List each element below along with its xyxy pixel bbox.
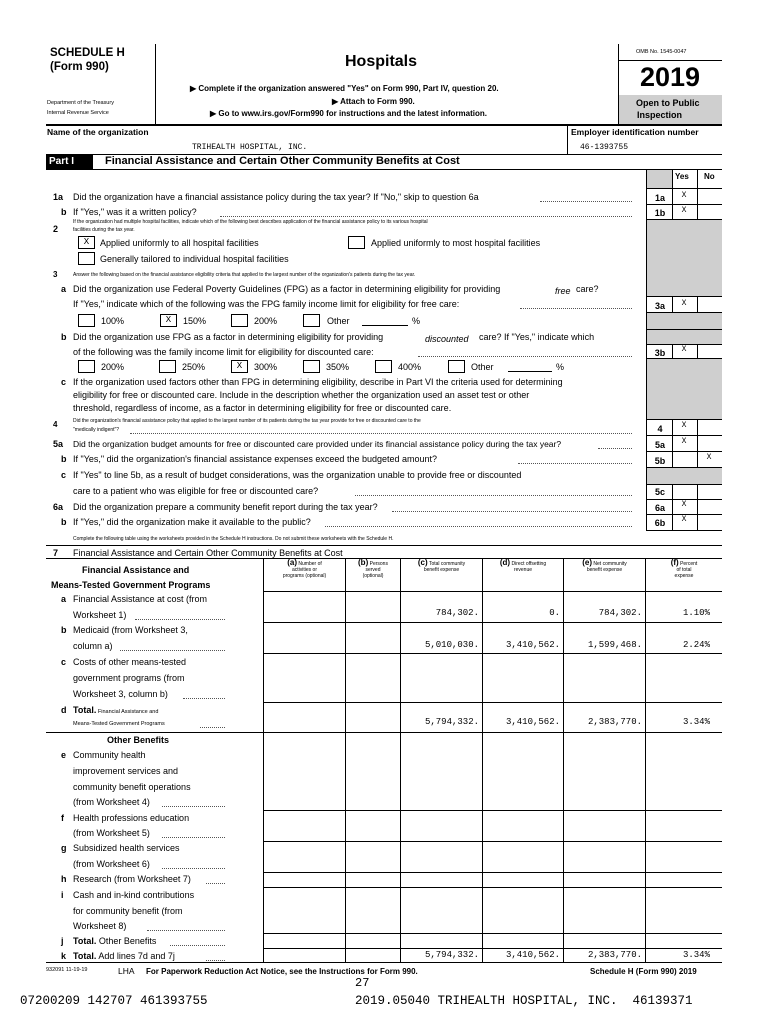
row-letter: j — [61, 936, 64, 946]
total-word: Total. — [73, 705, 97, 715]
form-title: Hospitals — [345, 53, 418, 70]
row-letter: a — [61, 594, 67, 604]
row-label-3: Worksheet 8) — [73, 921, 127, 931]
option-100: 100% — [101, 316, 125, 326]
row-label: Financial Assistance at cost (from — [73, 594, 208, 604]
question-6b: If "Yes," did the organization make it available to the public? — [73, 517, 311, 527]
checkbox-fpg-200[interactable] — [231, 314, 248, 327]
ein-label: Employer identification number — [571, 127, 699, 137]
col-d-header-2: revenue — [513, 567, 533, 573]
instruction-1: ▶ Complete if the organization answered "Yes" on Form 990, Part IV, question 20. — [190, 84, 499, 93]
form-number: (Form 990) — [50, 61, 109, 73]
answer-5a-yes: X — [681, 437, 687, 446]
line-number: 5a — [53, 439, 64, 449]
row-label: Other Benefits — [96, 936, 157, 946]
cell-e: 784,302. — [598, 608, 642, 618]
question-2-b: facilities during the tax year. — [73, 227, 135, 233]
option-tailored: Generally tailored to individual hospital facilities — [100, 254, 289, 264]
cell-c: 784,302. — [435, 608, 479, 618]
row-label-3: community benefit operations — [73, 782, 191, 792]
schedule-name: SCHEDULE H — [50, 47, 125, 59]
row-label: Health professions education — [73, 813, 190, 823]
tax-year: 2019 — [640, 62, 701, 92]
answer-3b-yes: X — [681, 345, 687, 354]
org-name-label: Name of the organization — [47, 127, 149, 137]
cell-c: 5,794,332. — [424, 717, 479, 727]
row-label: Cash and in-kind contributions — [73, 890, 195, 900]
line-label: 3b — [654, 348, 666, 358]
question-1b: If "Yes," was it a written policy? — [73, 207, 197, 217]
col-b-header-3: (optional) — [362, 573, 384, 579]
col-d-header: Direct offsetting — [510, 561, 547, 567]
line-number: b — [61, 454, 67, 464]
footer-right-id: 2019.05040 TRIHEALTH HOSPITAL, INC. 46139371 — [355, 994, 693, 1008]
row-label-2: government programs (from — [73, 673, 185, 683]
line-label: 5a — [654, 440, 665, 450]
question-2-a: If the organization had multiple hospital facilities, indicate which of the following best describes application of the financial assistance policy to its various hospital — [73, 219, 428, 225]
row-letter: d — [61, 705, 67, 715]
cell-e: 2,383,770. — [587, 950, 642, 960]
question-4-b: "medically indigent"? — [73, 427, 120, 433]
col-a-header: Number of — [297, 561, 322, 567]
line-number: c — [61, 377, 67, 387]
question-5b: If "Yes," did the organization's financial assistance expenses exceed the budgeted amount? — [73, 454, 438, 464]
part-label: Part I — [46, 155, 93, 169]
question-3: Answer the following based on the financial assistance eligibility criteria that applied to the largest number of the organization's patients during the tax year. — [73, 272, 416, 278]
col-d-letter: (d) — [499, 558, 511, 567]
option-250: 250% — [182, 362, 206, 372]
answer-1b-yes: X — [681, 206, 687, 215]
line-number: a — [61, 284, 67, 294]
cell-d: 3,410,562. — [505, 950, 560, 960]
question-5c-1: If "Yes" to line 5b, as a result of budget considerations, was the organization unable to provide free or discounted — [73, 470, 522, 480]
line-number: 2 — [53, 224, 59, 234]
cell-c: 5,794,332. — [424, 950, 479, 960]
option-350: 350% — [326, 362, 350, 372]
checkbox-fpg-100[interactable] — [78, 314, 95, 327]
row-label-2: improvement services and — [73, 766, 179, 776]
option-200: 200% — [254, 316, 278, 326]
row-letter: b — [61, 625, 67, 635]
paperwork-notice: For Paperwork Reduction Act Notice, see the Instructions for Form 990. — [146, 967, 418, 976]
schedule-footer: Schedule H (Form 990) 2019 — [590, 967, 697, 976]
answer-4-yes: X — [681, 421, 687, 430]
line-number: 1a — [53, 192, 64, 202]
row-label-3: Worksheet 3, column b) — [73, 689, 168, 699]
row-label-2: column a) — [73, 641, 113, 651]
table-header-1: Financial Assistance and — [82, 565, 190, 575]
checkbox-fpg-150[interactable]: X — [160, 314, 177, 327]
line-number: 6a — [53, 502, 64, 512]
row-label: Financial Assistance and — [96, 709, 159, 715]
page-number: 27 — [355, 976, 370, 990]
instruction-2: ▶ Attach to Form 990. — [332, 97, 415, 106]
cell-c: 5,010,030. — [424, 640, 479, 650]
checkbox-disc-400[interactable] — [375, 360, 392, 373]
row-letter: e — [61, 750, 67, 760]
percent-sign: % — [556, 362, 565, 372]
answer-1a-yes: X — [681, 191, 687, 200]
instruction-3: ▶ Go to www.irs.gov/Form990 for instructions and the latest information. — [210, 109, 487, 118]
option-300: 300% — [254, 362, 278, 372]
line-label: 5c — [654, 487, 665, 497]
answer-6a-yes: X — [681, 500, 687, 509]
form-code: 932091 11-19-19 — [46, 967, 88, 973]
question-3b-1b: care? If "Yes," indicate which — [479, 332, 595, 342]
ein-value: 46-1393755 — [580, 143, 629, 152]
footer-left-id: 07200209 142707 461393755 — [20, 994, 208, 1008]
col-b-letter: (b) — [358, 558, 369, 567]
total-word: Total. — [73, 936, 97, 946]
cell-d: 0. — [549, 608, 560, 618]
table-header-2: Means-Tested Government Programs — [51, 580, 211, 590]
option-uniform-all: Applied uniformly to all hospital facilities — [100, 238, 259, 248]
line-number: b — [61, 207, 67, 217]
cell-e: 2,383,770. — [587, 717, 642, 727]
question-3b-1: Did the organization use FPG as a factor in determining eligibility for providing — [73, 332, 384, 342]
col-e-header: Net community — [592, 561, 627, 567]
col-a-header-2: activities or — [291, 567, 317, 573]
worksheet-note: Complete the following table using the worksheets provided in the Schedule H instructions. Do not submit these worksheets with the Schedule H. — [73, 536, 394, 542]
line-number: c — [61, 470, 67, 480]
inspection: Inspection — [637, 110, 683, 120]
col-f-header-2: of total — [676, 567, 692, 573]
row-label: Research (from Worksheet 7) — [73, 874, 191, 884]
line-label: 3a — [654, 301, 665, 311]
option-uniform-most: Applied uniformly to most hospital facilities — [371, 238, 541, 248]
checkbox-fpg-other[interactable] — [303, 314, 320, 327]
row-label: Community health — [73, 750, 146, 760]
answer-6b-yes: X — [681, 515, 687, 524]
question-6a: Did the organization prepare a community benefit report during the tax year? — [73, 502, 378, 512]
col-b-header-2: served — [365, 567, 381, 573]
lha-label: LHA — [118, 966, 135, 976]
open-to-public: Open to Public — [636, 98, 700, 108]
line-label: 5b — [654, 456, 666, 466]
cell-d: 3,410,562. — [505, 717, 560, 727]
question-3c-2: eligibility for free or discounted care. Include in the description whether the organization used an asset test or other — [73, 390, 530, 400]
question-3a-2: If "Yes," indicate which of the following was the FPG family income limit for eligibility for free care: — [73, 299, 460, 309]
discounted-word: discounted — [425, 334, 469, 344]
other-benefits-header: Other Benefits — [107, 735, 170, 745]
question-7: Financial Assistance and Certain Other Community Benefits at Cost — [73, 548, 343, 558]
col-f-letter: (f) — [670, 558, 679, 567]
question-5a: Did the organization budget amounts for free or discounted care provided under its financial assistance policy during the tax year? — [73, 439, 562, 449]
checkbox-disc-300[interactable]: X — [231, 360, 248, 373]
row-label-2: (from Worksheet 6) — [73, 859, 150, 869]
line-label: 1b — [654, 208, 666, 218]
row-label: Medicaid (from Worksheet 3, — [73, 625, 188, 635]
checkbox-tailored[interactable] — [78, 252, 95, 265]
checkbox-disc-350[interactable] — [303, 360, 320, 373]
row-letter: c — [61, 657, 67, 667]
free-word: free — [555, 286, 571, 296]
no-header: No — [704, 172, 715, 181]
answer-3a-yes: X — [681, 299, 687, 308]
line-number: b — [61, 332, 67, 342]
row-label: Subsidized health services — [73, 843, 180, 853]
col-c-header: Total community — [427, 561, 466, 567]
cell-d: 3,410,562. — [505, 640, 560, 650]
question-3a-1: Did the organization use Federal Poverty Guidelines (FPG) as a factor in determining eligibility for providing — [73, 284, 501, 294]
col-c-header-2: benefit expense — [423, 567, 460, 573]
row-letter: i — [61, 890, 64, 900]
line-label: 1a — [654, 193, 665, 203]
checkbox-disc-250[interactable] — [159, 360, 176, 373]
cell-f: 3.34% — [682, 717, 710, 727]
option-150: 150% — [183, 316, 207, 326]
row-letter: g — [61, 843, 67, 853]
question-5c-2: care to a patient who was eligible for free or discounted care? — [73, 486, 319, 496]
row-label-2: (from Worksheet 5) — [73, 828, 150, 838]
col-a-letter: (a) — [287, 558, 298, 567]
col-c-letter: (c) — [417, 558, 428, 567]
col-e-header-2: benefit expense — [586, 567, 623, 573]
question-4-a: Did the organization's financial assistance policy that applied to the largest number of its patients during the tax year provide for free or discounted care to the — [73, 418, 421, 424]
care-word: care? — [576, 284, 599, 294]
row-letter: k — [61, 951, 67, 961]
line-label: 6a — [654, 503, 665, 513]
part-title: Financial Assistance and Certain Other Community Benefits at Cost — [105, 155, 460, 167]
col-e-letter: (e) — [582, 558, 593, 567]
line-number: 7 — [53, 548, 59, 558]
irs: Internal Revenue Service — [47, 110, 109, 116]
org-name: TRIHEALTH HOSPITAL, INC. — [192, 143, 308, 152]
row-label-2: Worksheet 1) — [73, 610, 127, 620]
row-letter: h — [61, 874, 67, 884]
col-f-header: Percent — [678, 561, 698, 567]
line-number: 3 — [53, 270, 58, 279]
option-other: Other — [471, 362, 494, 372]
question-1a: Did the organization have a financial assistance policy during the tax year? If "No," skip to question 6a — [73, 192, 479, 202]
checkbox-uniform-all[interactable]: X — [78, 236, 95, 249]
option-other: Other — [327, 316, 350, 326]
answer-5b-no: X — [706, 453, 712, 462]
row-label-2: for community benefit (from — [73, 906, 183, 916]
line-number: 4 — [53, 420, 58, 429]
cell-f: 2.24% — [682, 640, 710, 650]
question-3b-2: of the following was the family income limit for eligibility for discounted care: — [73, 347, 374, 357]
total-word: Total. — [73, 951, 97, 961]
checkbox-disc-200[interactable] — [78, 360, 95, 373]
col-a-header-3: programs (optional) — [282, 573, 327, 579]
col-f-header-3: expense — [674, 573, 694, 579]
yes-header: Yes — [675, 172, 689, 181]
option-200: 200% — [101, 362, 125, 372]
row-label-4: (from Worksheet 4) — [73, 797, 150, 807]
checkbox-uniform-most[interactable] — [348, 236, 365, 249]
line-number: b — [61, 517, 67, 527]
cell-f: 1.10% — [682, 608, 710, 618]
row-label: Costs of other means-tested — [73, 657, 187, 667]
line-label: 4 — [657, 424, 663, 434]
row-label-2: Means-Tested Government Programs — [73, 721, 165, 727]
option-400: 400% — [398, 362, 422, 372]
department: Department of the Treasury — [47, 100, 114, 106]
percent-sign: % — [412, 316, 421, 326]
cell-e: 1,599,468. — [587, 640, 642, 650]
row-letter: f — [61, 813, 64, 823]
question-3c-1: If the organization used factors other than FPG in determining eligibility, describe in Part VI the criteria used for determining — [73, 377, 563, 387]
row-label: Add lines 7d and 7j — [96, 951, 175, 961]
question-3c-3: threshold, regardless of income, as a factor in determining eligibility for free or discounted care. — [73, 403, 452, 413]
col-b-header: Persons — [368, 561, 388, 567]
checkbox-disc-other[interactable] — [448, 360, 465, 373]
omb-number: OMB No. 1545-0047 — [636, 49, 687, 55]
cell-f: 3.34% — [682, 950, 710, 960]
line-label: 6b — [654, 518, 666, 528]
